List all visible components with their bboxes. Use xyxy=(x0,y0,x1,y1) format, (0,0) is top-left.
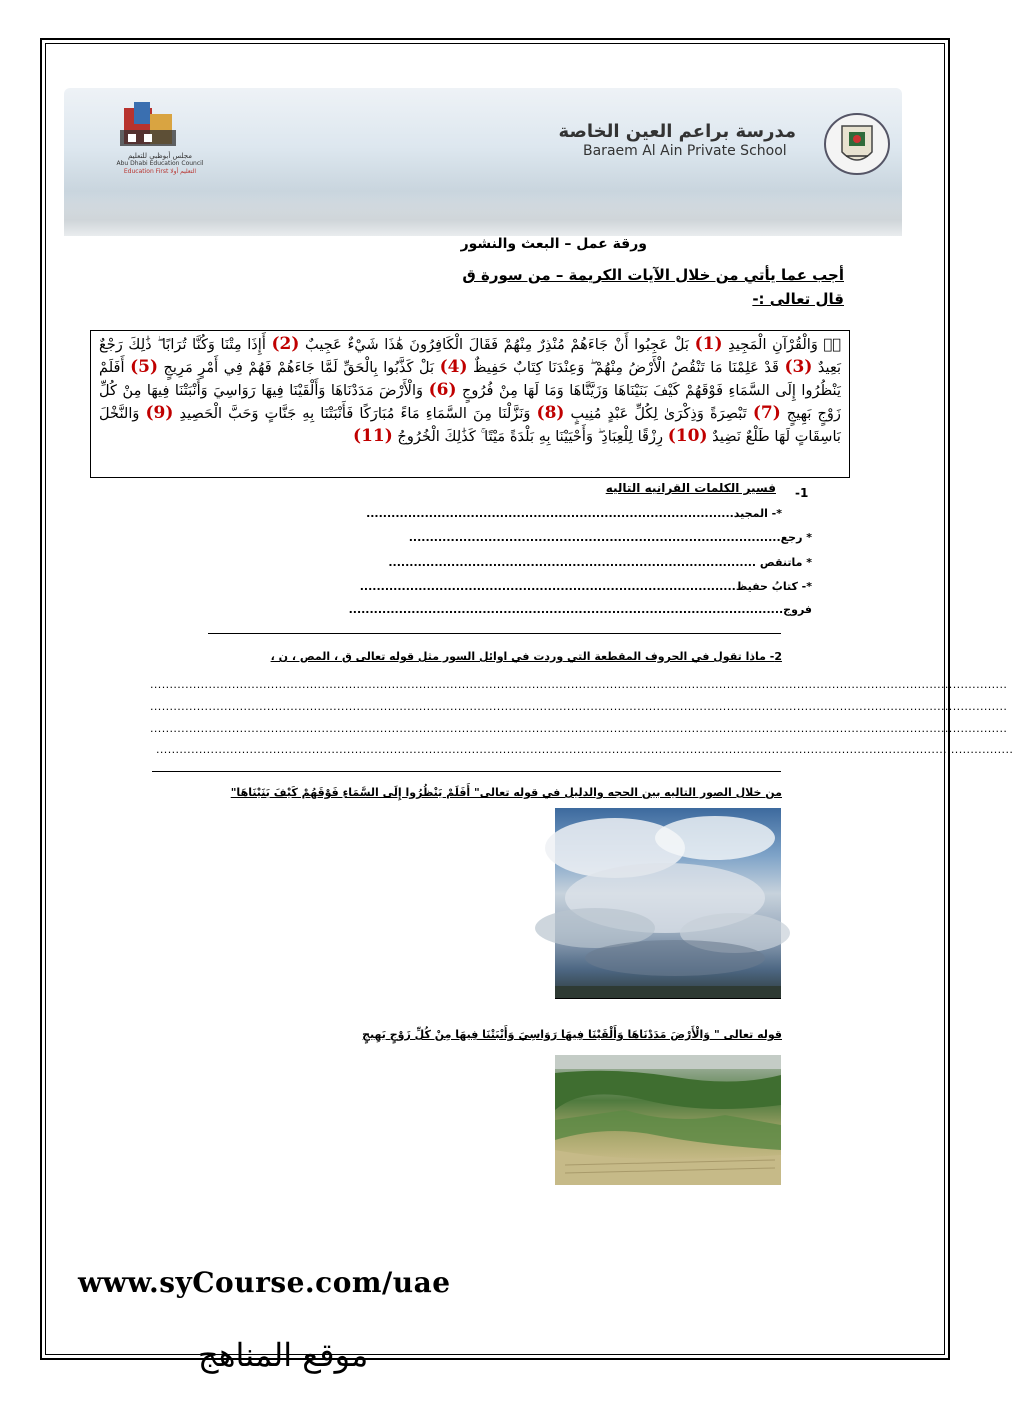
verse-text: رِزْقًا لِلْعِبَادِ ۖ وَأَحْيَيْنَا بِهِ بَلْدَةً مَيْتًا ۚ كَذَٰلِكَ الْخُرُوجُ xyxy=(397,428,664,445)
answer-line-3[interactable]: ............................................................................................................................................................................................................................ xyxy=(150,722,1008,735)
question1-title: فسير الكلمات القرانيه التاليه xyxy=(605,481,776,495)
word-line-mantanqus[interactable]: * ماتنقص ........................................................................................ xyxy=(388,556,812,569)
verse-number: (10) xyxy=(667,426,708,446)
verse-number: (3) xyxy=(784,357,813,377)
verse-number: (1) xyxy=(694,334,723,354)
verse-number: (11) xyxy=(353,426,393,446)
council-tagline: Education First التعليم أولا xyxy=(123,168,197,175)
word-line-furooj[interactable]: فروج........................................................................................................ xyxy=(348,603,812,616)
footer-url[interactable]: www.syCourse.com/uae xyxy=(78,1266,451,1299)
answer-line-2[interactable]: ............................................................................................................................................................................................................................ xyxy=(150,700,1008,713)
image-underline xyxy=(555,998,781,999)
verse-text: تَبْصِرَةً وَذِكْرَىٰ لِكُلِّ عَبْدٍ مُنِيبٍ xyxy=(570,405,747,422)
answer-line-1[interactable]: ............................................................................................................................................................................................................................ xyxy=(150,678,1008,691)
verse-text: وَالنَّخْلَ بَاسِقَاتٍ لَهَا طَلْعٌ نَضِيدٌ xyxy=(99,405,841,445)
sky-clouds-image xyxy=(555,808,781,998)
verse-number: (4) xyxy=(439,357,468,377)
separator-line xyxy=(152,771,781,772)
council-caption xyxy=(110,152,210,176)
school-name-english: Baraem Al Ain Private School xyxy=(583,143,787,159)
question1-number: -1 xyxy=(795,486,809,500)
verse-text: بَلْ عَجِبُوا أَنْ جَاءَهُمْ مُنْذِرٌ مِنْهُمْ فَقَالَ الْكَافِرُونَ هَٰذَا شَيْءٌ عَجِيبٌ xyxy=(305,336,689,353)
verse-text: أَفَلَمْ يَنْظُرُوا إِلَى السَّمَاءِ فَوْقَهُمْ كَيْفَ بَنَيْنَاهَا وَزَيَّنَّاهَا وَمَا لَهَا مِنْ فُرُوجٍ xyxy=(99,359,842,399)
verse-text: وَالْأَرْضَ مَدَدْنَاهَا وَأَلْقَيْنَا فِيهَا رَوَاسِيَ وَأَنْبَتْنَا فِيهَا مِنْ كُلِّ زَوْجٍ بَهِيجٍ xyxy=(99,382,841,422)
word-line-majeed[interactable]: *- المجيد........................................................................................ xyxy=(366,507,782,520)
land-image xyxy=(555,1055,781,1185)
verse-text: قۚ وَالْقُرْآنِ الْمَجِيدِ xyxy=(728,336,841,353)
word-line-rajea[interactable]: * رجع......................................................................................... xyxy=(408,531,812,544)
footer-site-name: موقع المناهج xyxy=(198,1336,369,1374)
council-name-english: Abu Dhabi Education Council xyxy=(116,160,204,167)
question4-text: قوله تعالى " وَالْأَرْضَ مَدَدْنَاهَا وَأَلْقَيْنَا فِيهَا رَوَاسِيَ وَأَنْبَتْنَا فِيهَا مِنْ كُلِّ زَوْجٍ بَهِيجٍ xyxy=(362,1028,782,1041)
question2-text: 2- ماذا تقول في الحروف المقطعة التي وردت في اوائل السور مثل قوله تعالى ق ، المص ، ن ، xyxy=(270,650,782,663)
verse-number: (9) xyxy=(145,403,174,423)
verse-intro: قال تعالى :- xyxy=(752,290,844,308)
verse-text: بَلْ كَذَّبُوا بِالْحَقِّ لَمَّا جَاءَهُمْ فَهُمْ فِي أَمْرٍ مَرِيجٍ xyxy=(163,359,435,376)
council-name-arabic: مجلس أبوظبي للتعليم xyxy=(127,152,192,160)
school-crest-icon xyxy=(822,112,892,176)
verse-text: قَدْ عَلِمْنَا مَا تَنْقُصُ الْأَرْضُ مِنْهُمْ ۖ وَعِنْدَنَا كِتَابٌ حَفِيظٌ xyxy=(473,359,779,376)
verse-number: (7) xyxy=(752,403,781,423)
school-name-arabic: مدرسة براعم العين الخاصة xyxy=(558,121,796,142)
verse-text: أَإِذَا مِتْنَا وَكُنَّا تُرَابًا ۖ ذَٰلِكَ رَجْعٌ بَعِيدٌ xyxy=(99,336,842,376)
verse-number: (5) xyxy=(130,357,158,377)
worksheet-title: ورقة عمل – البعث والنشور xyxy=(460,236,647,252)
question3-text: من خلال الصور التاليه بين الحجه والدليل في قوله تعالى" أَفَلَمْ يَنْظُرُوا إِلَى السَّمَاءِ فَوْقَهُمْ كَيْفَ بَنَيْنَاهَا" xyxy=(230,786,782,799)
verses-box xyxy=(90,330,850,478)
answer-line-4[interactable]: ............................................................................................................................................................................................................................ xyxy=(156,743,1013,756)
verse-text: وَنَزَّلْنَا مِنَ السَّمَاءِ مَاءً مُبَارَكًا فَأَنْبَتْنَا بِهِ جَنَّاتٍ وَحَبَّ الْحَصِيدِ xyxy=(179,405,531,422)
word-line-kitab-hafeez[interactable]: *- كتابُ حفيظ.......................................................................................... xyxy=(359,580,812,593)
verse-number: (2) xyxy=(271,334,300,354)
separator-line xyxy=(208,633,781,634)
worksheet-instruction: أجب عما يأتي من خلال الآيات الكريمة – من سورة ق xyxy=(462,266,844,284)
verse-number: (6) xyxy=(428,380,457,400)
verse-number: (8) xyxy=(536,403,565,423)
